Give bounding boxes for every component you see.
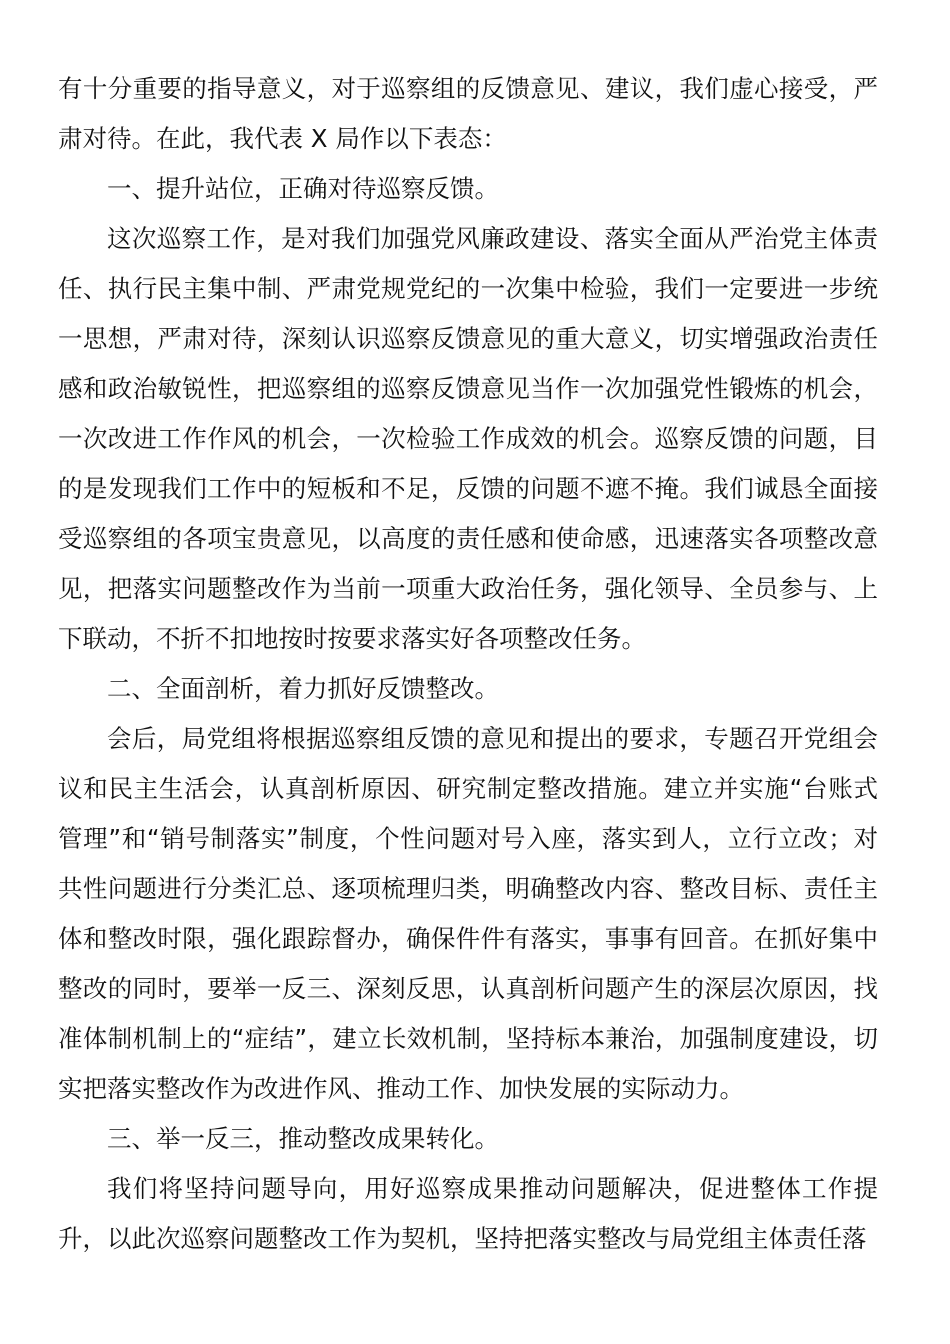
section-1-paragraph: 这次巡察工作，是对我们加强党风廉政建设、落实全面从严治党主体责任、执行民主集中制、严肃党规党纪的一次集中检验，我们一定要进一步统一思想，严肃对待，深刻认识巡察反馈意见的重大意义，切实增强政治责任感和政治敏锐性，把巡察组的巡察反馈意见当作一次加强党性锻炼的机会，一次改进工作作风的机会，一次检验工作成效的机会。巡察反馈的问题，目的是发现我们工作中的短板和不足，反馈的问题不遮不掩。我们诚恳全面接受巡察组的各项宝贵意见，以高度的责任感和使命感，迅速落实各项整改意见，把落实问题整改作为当前一项重大政治任务，强化领导、全员参与、上下联动，不折不扣地按时按要求落实好各项整改任务。	[58, 224, 878, 653]
section-heading-1: 一、提升站位，正确对待巡察反馈。	[107, 174, 499, 203]
section-2-paragraph: 会后，局党组将根据巡察组反馈的意见和提出的要求，专题召开党组会议和民主生活会，认真剖析原因、研究制定整改措施。建立并实施“台账式管理”和“销号制落实”制度，个性问题对号入座，落实到人，立行立改；对共性问题进行分类汇总、逐项梳理归类，明确整改内容、整改目标、责任主体和整改时限，强化跟踪督办，确保件件有落实，事事有回音。在抓好集中整改的同时，要举一反三、深刻反思，认真剖析问题产生的深层次原因，找准体制机制上的“症结”，建立长效机制，坚持标本兼治，加强制度建设，切实把落实整改作为改进作风、推动工作、加快发展的实际动力。	[58, 724, 878, 1103]
document-page	[58, 64, 878, 1264]
section-heading-3: 三、举一反三，推动整改成果转化。	[107, 1124, 499, 1153]
section-3-paragraph: 我们将坚持问题导向，用好巡察成果推动问题解决，促进整体工作提升，以此次巡察问题整改工作为契机，坚持把落实整改与局党组主体责任落	[58, 1174, 878, 1253]
section-heading-2: 二、全面剖析，着力抓好反馈整改。	[107, 674, 499, 703]
intro-paragraph: 有十分重要的指导意义，对于巡察组的反馈意见、建议，我们虚心接受，严肃对待。在此，我代表 X 局作以下表态：	[58, 74, 878, 153]
